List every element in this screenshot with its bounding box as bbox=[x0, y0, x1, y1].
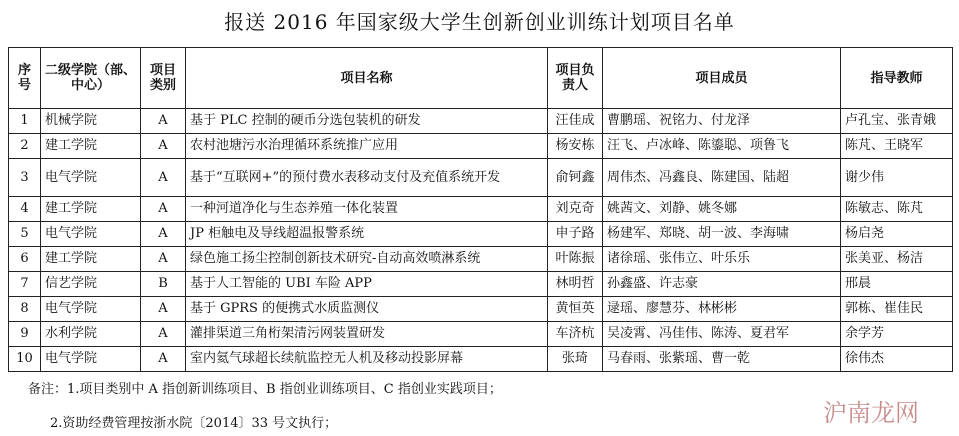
cell-no: 10 bbox=[9, 347, 41, 372]
cell-type: A bbox=[141, 222, 186, 247]
cell-project-name: JP 柜触电及导线超温报警系统 bbox=[186, 222, 548, 247]
table-row bbox=[9, 272, 953, 297]
cell-college: 电气学院 bbox=[41, 347, 141, 372]
cell-members: 孙鑫盛、许志豪 bbox=[603, 272, 841, 297]
cell-type: B bbox=[141, 272, 186, 297]
cell-advisor: 杨启尧 bbox=[841, 222, 953, 247]
cell-college: 建工学院 bbox=[41, 134, 141, 159]
cell-members: 姚茜文、刘静、姚冬娜 bbox=[603, 197, 841, 222]
cell-members: 曹鹏瑶、祝铭力、付龙泽 bbox=[603, 109, 841, 134]
cell-type: A bbox=[141, 109, 186, 134]
header-type: 项目类别 bbox=[141, 48, 186, 109]
table-row bbox=[9, 109, 953, 134]
header-no: 序号 bbox=[9, 48, 41, 109]
cell-project-name: 基于 GPRS 的便携式水质监测仪 bbox=[186, 297, 548, 322]
cell-leader: 汪佳成 bbox=[548, 109, 603, 134]
cell-advisor: 谢少伟 bbox=[841, 159, 953, 197]
cell-project-name: 农村池塘污水治理循环系统推广应用 bbox=[186, 134, 548, 159]
cell-advisor: 陈敏志、陈芃 bbox=[841, 197, 953, 222]
cell-advisor: 余学芳 bbox=[841, 322, 953, 347]
cell-leader: 杨安栋 bbox=[548, 134, 603, 159]
cell-no: 8 bbox=[9, 297, 41, 322]
note-line-1: 备注：1.项目类别中 A 指创新训练项目、B 指创业训练项目、C 指创业实践项目； bbox=[28, 382, 502, 397]
cell-no: 9 bbox=[9, 322, 41, 347]
cell-advisor: 陈芃、王晓军 bbox=[841, 134, 953, 159]
cell-type: A bbox=[141, 197, 186, 222]
cell-project-name: 室内氦气球超长续航监控无人机及移动投影屏幕 bbox=[186, 347, 548, 372]
cell-members: 杨建军、郑晓、胡一波、李海啸 bbox=[603, 222, 841, 247]
table-row bbox=[9, 159, 953, 197]
cell-leader: 林明哲 bbox=[548, 272, 603, 297]
cell-project-name: 基于人工智能的 UBI 车险 APP bbox=[186, 272, 548, 297]
cell-members: 汪飞、卢冰峰、陈鎏聪、项鲁飞 bbox=[603, 134, 841, 159]
cell-advisor: 卢孔宝、张青娥 bbox=[841, 109, 953, 134]
table-row bbox=[9, 347, 953, 372]
cell-members: 周伟杰、冯鑫良、陈建国、陆超 bbox=[603, 159, 841, 197]
header-name: 项目名称 bbox=[186, 48, 548, 109]
cell-type: A bbox=[141, 322, 186, 347]
cell-advisor: 郭栋、崔佳民 bbox=[841, 297, 953, 322]
header-college: 二级学院（部、中心） bbox=[41, 48, 141, 109]
cell-college: 建工学院 bbox=[41, 247, 141, 272]
table-row bbox=[9, 197, 953, 222]
cell-leader: 申子路 bbox=[548, 222, 603, 247]
cell-members: 诸徐瑶、张伟立、叶乐乐 bbox=[603, 247, 841, 272]
cell-project-name: 灌排渠道三角桁架清污网装置研发 bbox=[186, 322, 548, 347]
cell-college: 机械学院 bbox=[41, 109, 141, 134]
project-table bbox=[8, 47, 953, 372]
cell-members: 逯瑶、廖慧芬、林彬彬 bbox=[603, 297, 841, 322]
cell-project-name: 基于 PLC 控制的硬币分选包装机的研发 bbox=[186, 109, 548, 134]
cell-college: 电气学院 bbox=[41, 222, 141, 247]
header-members: 项目成员 bbox=[603, 48, 841, 109]
cell-no: 7 bbox=[9, 272, 41, 297]
table-row bbox=[9, 322, 953, 347]
cell-no: 3 bbox=[9, 159, 41, 197]
header-leader: 项目负责人 bbox=[548, 48, 603, 109]
cell-leader: 俞钶鑫 bbox=[548, 159, 603, 197]
cell-type: A bbox=[141, 247, 186, 272]
cell-project-name: 绿色施工扬尘控制创新技术研究-自动高效喷淋系统 bbox=[186, 247, 548, 272]
cell-college: 水利学院 bbox=[41, 322, 141, 347]
cell-no: 4 bbox=[9, 197, 41, 222]
cell-college: 电气学院 bbox=[41, 297, 141, 322]
cell-no: 2 bbox=[9, 134, 41, 159]
cell-project-name: 基于“互联网+”的预付费水表移动支付及充值系统开发 bbox=[186, 159, 548, 197]
table-header-row bbox=[9, 48, 953, 109]
cell-type: A bbox=[141, 134, 186, 159]
cell-advisor: 张美亚、杨洁 bbox=[841, 247, 953, 272]
cell-type: A bbox=[141, 297, 186, 322]
cell-project-name: 一种河道净化与生态养殖一体化装置 bbox=[186, 197, 548, 222]
watermark-logo: 沪南龙网 bbox=[823, 399, 919, 427]
note-line-2: 2.资助经费管理按浙水院〔2014〕33 号文执行； bbox=[50, 416, 338, 431]
table-row bbox=[9, 247, 953, 272]
cell-no: 6 bbox=[9, 247, 41, 272]
cell-advisor: 徐伟杰 bbox=[841, 347, 953, 372]
cell-no: 5 bbox=[9, 222, 41, 247]
table-row bbox=[9, 297, 953, 322]
cell-leader: 刘克奇 bbox=[548, 197, 603, 222]
cell-leader: 车济杭 bbox=[548, 322, 603, 347]
cell-type: A bbox=[141, 347, 186, 372]
table-row bbox=[9, 222, 953, 247]
cell-leader: 叶陈振 bbox=[548, 247, 603, 272]
cell-leader: 黄恒英 bbox=[548, 297, 603, 322]
header-advisor: 指导教师 bbox=[841, 48, 953, 109]
page-title: 报送 2016 年国家级大学生创新创业训练计划项目名单 bbox=[224, 10, 735, 34]
cell-members: 马春雨、张紫瑶、曹一乾 bbox=[603, 347, 841, 372]
cell-advisor: 邢晨 bbox=[841, 272, 953, 297]
cell-no: 1 bbox=[9, 109, 41, 134]
cell-type: A bbox=[141, 159, 186, 197]
cell-college: 电气学院 bbox=[41, 159, 141, 197]
cell-college: 信艺学院 bbox=[41, 272, 141, 297]
cell-college: 建工学院 bbox=[41, 197, 141, 222]
table-row bbox=[9, 134, 953, 159]
cell-members: 吴凌霄、冯佳伟、陈涛、夏君军 bbox=[603, 322, 841, 347]
cell-leader: 张琦 bbox=[548, 347, 603, 372]
